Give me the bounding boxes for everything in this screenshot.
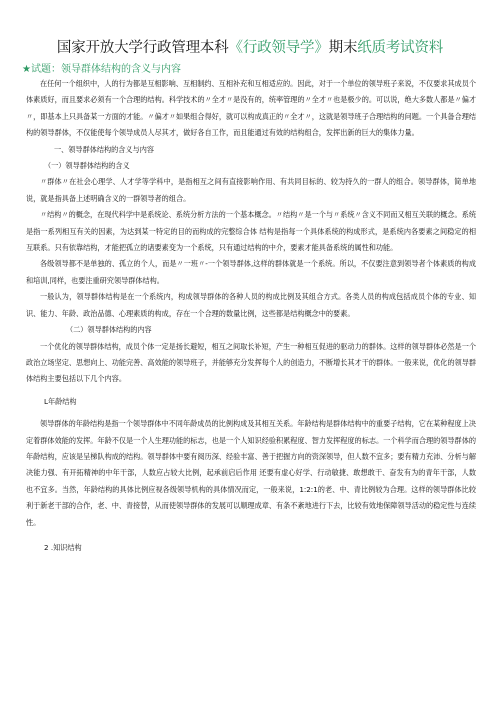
- document-body: [26, 76, 476, 556]
- paragraph-optimized-structure: 一个优化的领导群体结构，成员个体一定是扬长避短，相互之间取长补短，产生一种相互促进的驱动力的群体。这样的领导群体必然是一个政治立场坚定、思想向上、功能完善、高效能的领导班子，并能够充分发挥每个人的创造力，不断增长其才干的群体。一般来说，优化的领导群体结构主要包括以下几个内容。: [26, 341, 476, 384]
- title-part-3: 期末: [328, 40, 358, 56]
- title-course-name: 《行政领导学》: [228, 40, 329, 56]
- document-title: [0, 36, 500, 57]
- title-part-1: 国家开放大学行政管理本科: [56, 40, 229, 56]
- paragraph-general-view: 一般认为，领导群体结构是在一个系统内，构成领导群体的各种人员的构成比例及其组合方式。各类人员的构成包括成员个体的专业、知识、能力、年龄、政治品德、心理素质的构成，存在一个合理的数量比例，这些都是结构概念中的要素。: [26, 292, 476, 318]
- section-heading-age: L年龄结构: [44, 396, 77, 406]
- section-heading-1-1: （一）领导群体结构的含义: [44, 161, 130, 171]
- section-heading-knowledge: 2 .知识结构: [44, 542, 82, 552]
- paragraph-age-structure: 领导群体的年龄结构是指一个领导群体中不同年龄成员的比例构成及其相互关系。年龄结构是群体结构中的重要子结构，它在某种程度上决定着群体效能的发挥。年龄不仅是一个人生理功能的标志，也是一个人知识经验积累程度、智力发挥程度的标志。一个科学而合理的领导群体的年龄结构，应该是呈梯队构成的结构。领导群体中要有阅历深、经验丰富、善于把握方向的资深领导，但人数不宜多；要有精力充沛、分析与解决能力强、有开拓精神的中年干部，人数应占较大比例，起承前启后作用 还要有虚心好学、行动敏捷、敢想敢干、奋发有为的青年干部，人数也不宜多。当然，年龄结构的具体比例应视各级领导机构的具体情况而定，一般来说，1:2:1的老、中、青比例较为合理。这样的领导群体比较利于新老干部的合作，老、中、青接替，从而使领导群体的发展可以顺理成章、有条不紊地进行下去，比较有效地保障领导活动的稳定性与连续性。: [26, 419, 476, 527]
- paragraph-intro: 在任何一个组织中，人的行为都是互相影响、互相制约、互相补充和互相适应的。因此，对于一个单位的领导班子来说，不仅要求其成员个体素质好，而且要求必须有一个合理的结构。科学技术的〃全才〃是没有的，统率管理的〃全才〃也是极少的。可以说，绝大多数人都是〃偏才〃，即基本上只具备某一方面的才能。〃偏才〃如果组合得好，就可以构成真正的〃全才〃，这就是领导班子合理结构的问题。一个具备合理结构的领导群体，不仅能使每个领导成员人尽其才，做好各自工作，而且能通过有效的结构组合，发挥出新的巨大的集体力量。: [26, 79, 476, 138]
- section-heading-1: 一、领导群体结构的含义与内容: [54, 144, 154, 154]
- paragraph-structure-definition: 〃结构〃的概念，在现代科学中是系统论、系统分析方法的一个基本概念。〃结构〃是一个与〃系统〃含义不同而又相互关联的概念。系统是指一系列相互有关的因素，为达到某一特定的目的而构成的完整综合体 结构是指每一个具体系统的构成形式，是系统内各要素之间稳定的相互联系。只有依靠结构，才能把孤立的诸要素变为一个系统，只有通过结构的中介，要素才能具备系统的属性和功能。: [26, 210, 476, 253]
- title-part-4: 纸质考试资料: [357, 40, 444, 56]
- paragraph-leader-group: 各级领导都不是单独的、孤立的个人，而是〃一班〃-一个领导群体,这样的群体就是一个系统。所以，不仅要注意到领导者个体素质的构成和培训,同样，也要注重研究领导群体结构。: [26, 259, 476, 285]
- paragraph-group-definition: 〃群体〃在社会心理学、人才学等学科中，是指相互之间有直接影响作用、有共同目标的、较为持久的一群人的组合。领导群体，简单地说，就是指具备上述明确含义的一群领导者的组合。: [26, 177, 476, 203]
- section-heading-1-2: （二）领导群体结构的内容: [66, 325, 152, 335]
- question-subtitle: ★试题：领导群体结构的含义与内容: [22, 64, 181, 75]
